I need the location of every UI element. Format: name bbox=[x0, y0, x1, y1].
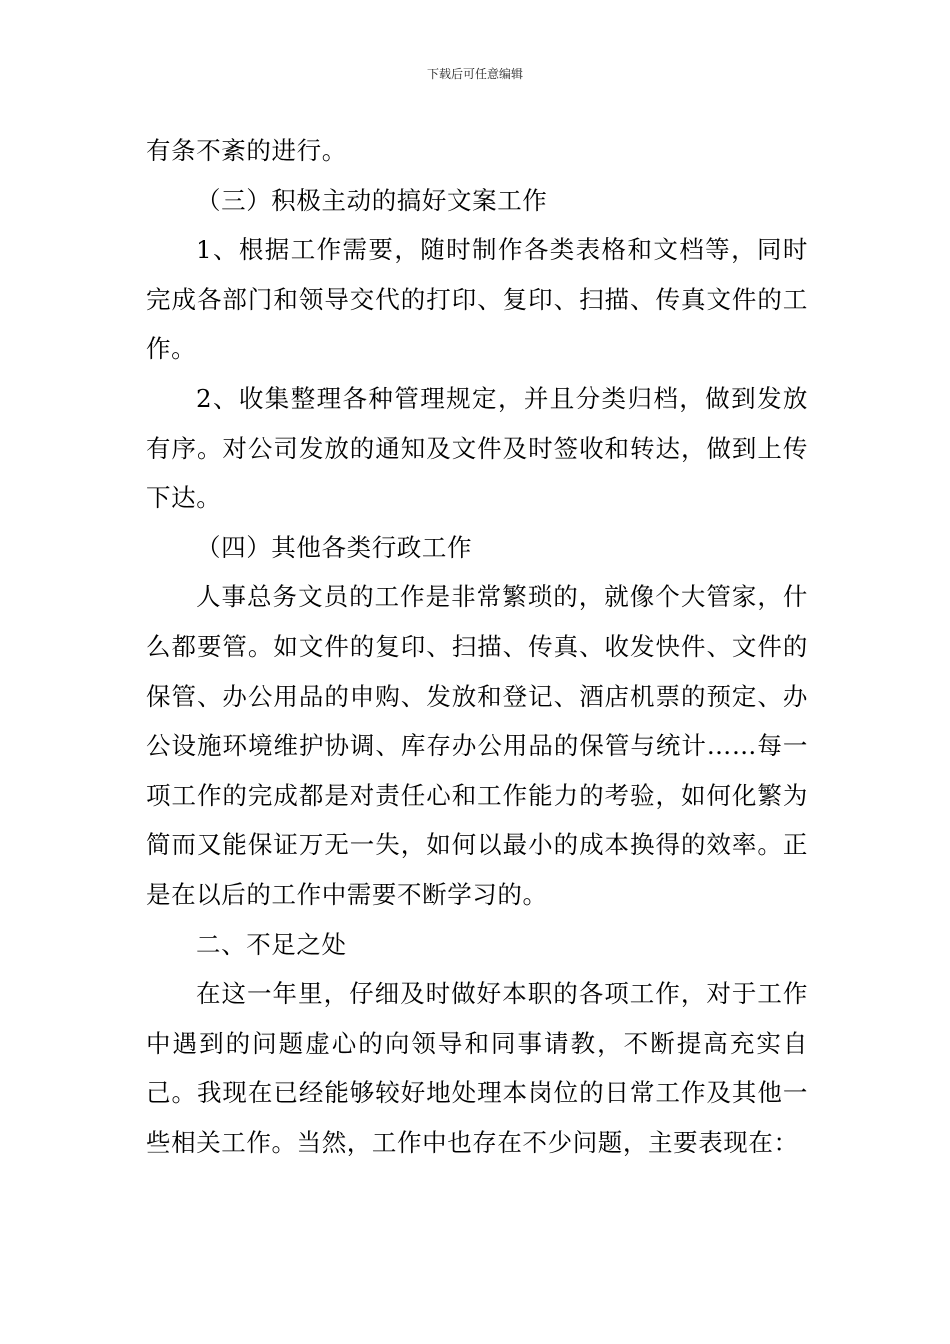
section-heading-shortcomings: 二、不足之处 bbox=[196, 929, 347, 959]
paragraph-shortcomings: 在这一年里，仔细及时做好本职的各项工作，对于工作中遇到的问题虚心的向领导和同事请教，不断提高充实自己。我现在已经能够较好地处理本岗位的日常工作及其他一些相关工作。当然，工作中也存在不少问题，主要表现在： bbox=[146, 979, 808, 1157]
section-heading-admin-work: （四）其他各类行政工作 bbox=[196, 532, 473, 562]
page-header: 下载后可任意编辑 bbox=[426, 67, 523, 81]
paragraph-continuation: 有条不紊的进行。 bbox=[146, 136, 347, 165]
document-body bbox=[146, 126, 808, 1167]
paragraph-item-1: 1、根据工作需要，随时制作各类表格和文档等，同时完成各部门和领导交代的打印、复印、扫描、传真文件的工作。 bbox=[146, 235, 808, 364]
section-heading-copywriting: （三）积极主动的搞好文案工作 bbox=[196, 185, 548, 215]
paragraph-item-2: 2、收集整理各种管理规定，并且分类归档，做到发放有序。对公司发放的通知及文件及时签收和转达，做到上传下达。 bbox=[146, 383, 808, 513]
paragraph-admin-description: 人事总务文员的工作是非常繁琐的，就像个大管家，什么都要管。如文件的复印、扫描、传真、收发快件、文件的保管、办公用品的申购、发放和登记、酒店机票的预定、办公设施环境维护协调、库存办公用品的保管与统计……每一项工作的完成都是对责任心和工作能力的考验，如何化繁为简而又能保证万无一失，如何以最小的成本换得的效率。正是在以后的工作中需要不断学习的。 bbox=[146, 582, 808, 909]
